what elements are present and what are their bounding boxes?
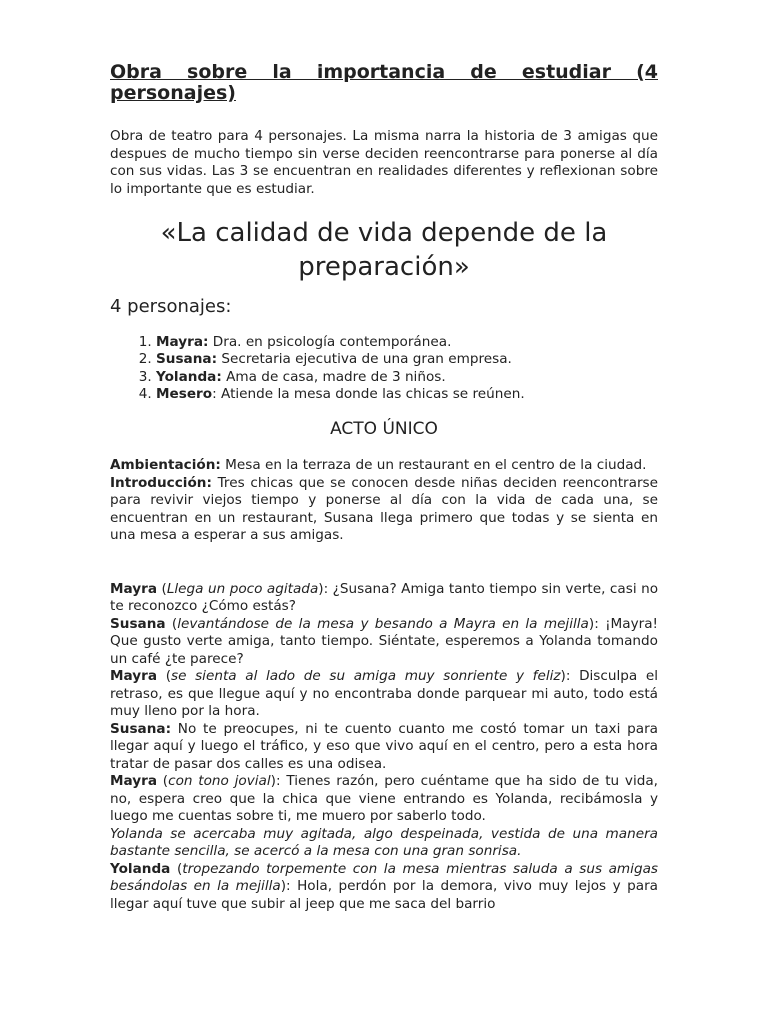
character-item bbox=[156, 351, 658, 368]
character-name: Mayra: bbox=[156, 334, 209, 350]
characters-heading: 4 personajes: bbox=[110, 296, 232, 317]
dialogue-text: : Hola, perdón por la demora, vivo muy lejos y para llegar aquí tuve que subir al jeep que me saca del barrio bbox=[110, 878, 658, 912]
setting-label: Ambientación: bbox=[110, 457, 221, 474]
stage-direction: Llega un poco agitada bbox=[166, 580, 319, 597]
character-desc: Secretaria ejecutiva de una gran empresa. bbox=[217, 351, 512, 368]
speaker-name: Mayra bbox=[110, 773, 158, 790]
character-desc: : Atiende la mesa donde las chicas se reúnen. bbox=[212, 385, 525, 402]
dialogue-text: : ¡Mayra! Que gusto verte amiga, tanto tiempo. Siéntate, esperemos a Yolanda tomando un café ¿te parece? bbox=[110, 615, 659, 667]
dialogue-text: : Tienes razón, pero cuéntame que ha sido de tu vida, no, espera creo que la chica que viene entrando es Yolanda, recibámosla y luego me cuentas sobre ti, me muero por saberlo todo. bbox=[110, 773, 659, 825]
characters-list bbox=[110, 334, 658, 403]
character-item bbox=[156, 334, 658, 351]
act-heading: ACTO ÚNICO bbox=[330, 419, 438, 440]
speaker-name: Mayra bbox=[110, 580, 158, 597]
stage-direction: levantándose de la mesa y besando a Mayra en la mejilla bbox=[177, 615, 589, 632]
speaker-name: Susana: bbox=[110, 720, 172, 737]
dialogue-text: : ¿Susana? Amiga tanto tiempo sin verte, casi no te reconozco ¿Cómo estás? bbox=[110, 580, 659, 615]
introduction-label: Introducción: bbox=[110, 474, 212, 491]
setting-text: Mesa en la terraza de un restaurant en el centro de la ciudad. bbox=[220, 457, 647, 474]
quote-heading: «La calidad de vida depende de la preparación» bbox=[160, 218, 608, 282]
stage-direction: tropezando torpemente con la mesa mientras saluda a sus amigas besándolas en la mejilla bbox=[110, 860, 658, 895]
introduction-text: Tres chicas que se conocen desde niñas deciden reencontrarse para revivir viejos tiempo y ponerse al día con la vida de cada una, se encuentran en un restaurant, Susana llega primero que todas y se sienta en una mesa a esperar a sus amigas. bbox=[110, 474, 658, 544]
character-name: Susana: bbox=[156, 351, 218, 368]
stage-direction: con tono jovial bbox=[168, 773, 271, 790]
intro-paragraph: Obra de teatro para 4 personajes. La misma narra la historia de 3 amigas que despues de mucho tiempo sin verse deciden reencontrarse para ponerse al día con sus vidas. Las 3 se encuentran en realidades diferentes y reflexionan sobre lo importante que es estudiar. bbox=[110, 128, 658, 197]
dialogue-text: : Disculpa el retraso, es que llegue aquí y no encontraba donde parquear mi auto, todo está muy lleno por la hora. bbox=[110, 668, 659, 720]
narration-line: Yolanda se acercaba muy agitada, algo despeinada, vestida de una manera bastante sencilla, se acercó a la mesa con una gran sonrisa. bbox=[110, 825, 658, 860]
dialogue-text: No te preocupes, ni te cuento cuanto me costó tomar un taxi para llegar aquí y luego el tráfico, y eso que vivo aquí en el centro, pero a esta hora tratar de pasar dos calles es una odisea. bbox=[110, 720, 658, 772]
speaker-name: Susana bbox=[110, 615, 166, 632]
setting-paragraph bbox=[110, 457, 658, 545]
dialogue-block: Mayra (Llega un poco agitada): ¿Susana? Amiga tanto tiempo sin verte, casi no te reconozco ¿Cómo estás? Susana (levantándose de la mesa y besando a Mayra en la mejilla): ¡Mayra! Que gusto verte amiga, tanto tiempo. Siéntate, esperemos a Yolanda tomando un café ¿te parece? Mayra (se sienta al lado de su amiga muy sonriente y feliz): Disculpa el retraso, es que llegue aquí y no encontraba donde parquear mi auto, todo está muy lleno por la hora. Susana: No te preocupes, ni te cuento cuanto me costó tomar un taxi para llegar aquí y luego el tráfico, y eso que vivo aquí en el centro, pero a esta hora tratar de pasar dos calles es una odisea. Mayra (con tono jovial): Tienes razón, pero cuéntame que ha sido de tu vida, no, espera creo que la chica que viene entrando es Yolanda, recibámosla y luego me cuentas sobre ti, me muero por saberlo todo. Yolanda se acercaba muy agitada, algo despeinada, vestida de una manera bastante sencilla, se acercó a la mesa con una gran sonrisa. Yolanda (tropezando torpemente con la mesa mientras saluda a sus amigas besándolas en la mejilla): Hola, perdón por la demora, vivo muy lejos y para llegar aquí tuve que subir al jeep que me saca del barrio bbox=[110, 580, 659, 912]
speaker-name: Mayra bbox=[110, 668, 158, 685]
character-desc: Ama de casa, madre de 3 niños. bbox=[221, 368, 446, 385]
character-item bbox=[156, 369, 658, 386]
stage-direction: se sienta al lado de su amiga muy sonriente y feliz bbox=[171, 668, 561, 685]
character-name: Mesero bbox=[156, 385, 213, 402]
document-page bbox=[110, 62, 658, 913]
document-title: Obra sobre la importancia de estudiar (4 personajes) bbox=[110, 61, 658, 104]
character-item bbox=[156, 386, 658, 403]
character-name: Yolanda: bbox=[156, 368, 222, 385]
character-desc: Dra. en psicología contemporánea. bbox=[208, 334, 452, 350]
speaker-name: Yolanda bbox=[110, 860, 171, 877]
